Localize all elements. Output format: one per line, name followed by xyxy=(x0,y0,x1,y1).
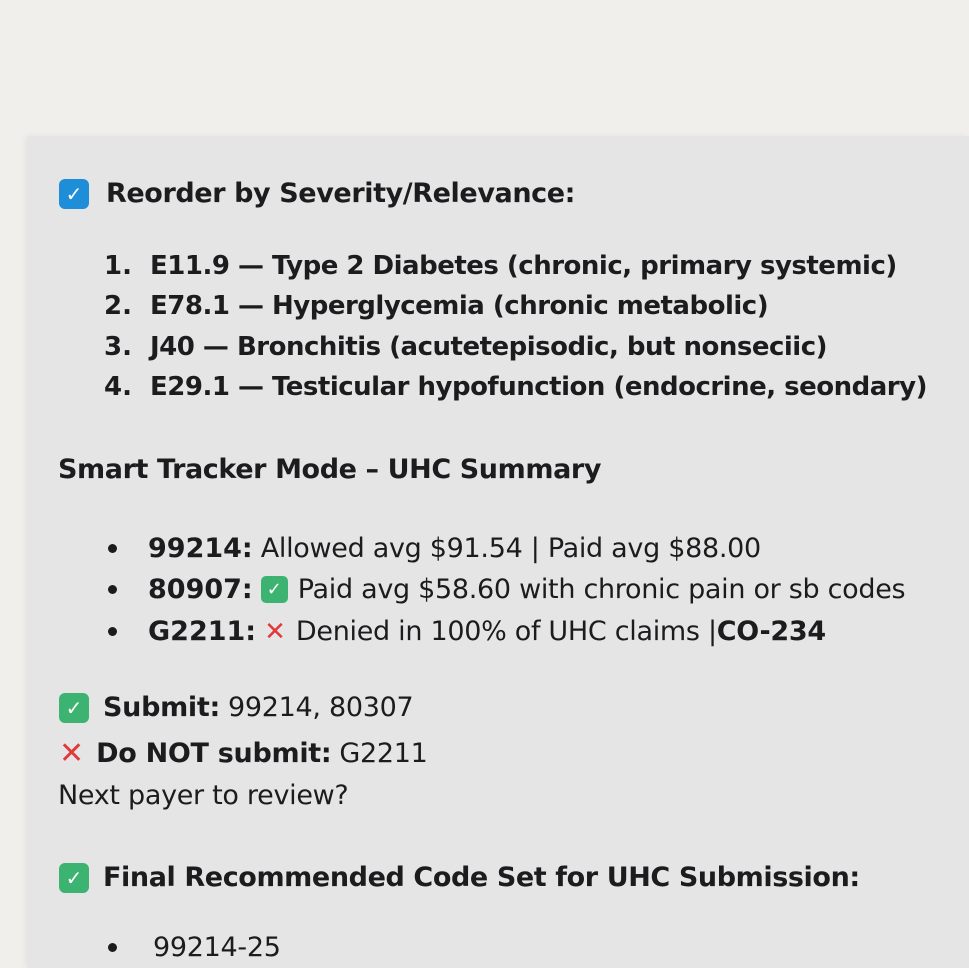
check-icon: ✓ xyxy=(59,863,89,893)
list-number: 4. xyxy=(104,372,132,402)
list-number: 2. xyxy=(104,291,132,321)
do-not-submit-label: Do NOT submit: xyxy=(96,738,332,769)
list-item xyxy=(104,251,897,281)
cross-icon: ✕ xyxy=(264,616,286,647)
list-item xyxy=(108,533,761,564)
final-code: 99214-25 xyxy=(153,932,281,963)
list-item xyxy=(108,932,281,963)
final-heading: Final Recommended Code Set for UHC Submission: xyxy=(103,862,860,893)
bullet-icon xyxy=(108,585,117,594)
cross-icon: ✕ xyxy=(59,735,85,771)
procedure-code: 80907: xyxy=(148,574,253,605)
next-payer-question: Next payer to review? xyxy=(58,780,349,811)
denial-code: CO-234 xyxy=(716,616,826,647)
submit-row xyxy=(59,692,413,723)
list-item xyxy=(104,372,927,402)
bullet-icon xyxy=(108,627,117,636)
list-number: 1. xyxy=(104,251,132,281)
bullet-icon xyxy=(108,943,117,952)
checkbox-checked-icon: ✓ xyxy=(59,179,89,209)
reorder-heading: Reorder by Severity/Relevance: xyxy=(106,178,576,209)
bullet-icon xyxy=(108,544,117,553)
submit-value: 99214, 80307 xyxy=(228,692,414,723)
tracker-heading-row xyxy=(58,454,601,485)
list-item xyxy=(104,291,768,321)
tracker-item-text: Denied in 100% of UHC claims | xyxy=(295,616,717,647)
list-item-text: J40 — Bronchitis (acutetepisodic, but nonseciic) xyxy=(150,332,827,362)
list-item-text: E11.9 — Type 2 Diabetes (chronic, primary systemic) xyxy=(150,251,897,281)
procedure-code: 99214: xyxy=(148,533,253,564)
reorder-heading-row xyxy=(59,178,575,209)
list-number: 3. xyxy=(104,332,132,362)
list-item xyxy=(104,332,827,362)
list-item xyxy=(108,574,905,605)
procedure-code: G2211: xyxy=(148,616,257,647)
check-icon: ✓ xyxy=(59,693,89,723)
tracker-item-text: Paid avg $58.60 with chronic pain or sb codes xyxy=(297,574,906,605)
list-item-text: E78.1 — Hyperglycemia (chronic metabolic) xyxy=(150,291,769,321)
final-heading-row xyxy=(59,862,860,893)
list-item-text: E29.1 — Testicular hypofunction (endocrine, seondary) xyxy=(150,372,927,402)
tracker-item-text: Allowed avg $91.54 | Paid avg $88.00 xyxy=(260,533,761,564)
do-not-submit-value: G2211 xyxy=(339,738,428,769)
tracker-heading: Smart Tracker Mode – UHC Summary xyxy=(58,454,602,485)
next-payer-row xyxy=(58,780,348,811)
submit-label: Submit: xyxy=(103,692,220,723)
list-item xyxy=(108,616,826,647)
do-not-submit-row xyxy=(59,735,428,771)
check-icon: ✓ xyxy=(261,576,288,603)
